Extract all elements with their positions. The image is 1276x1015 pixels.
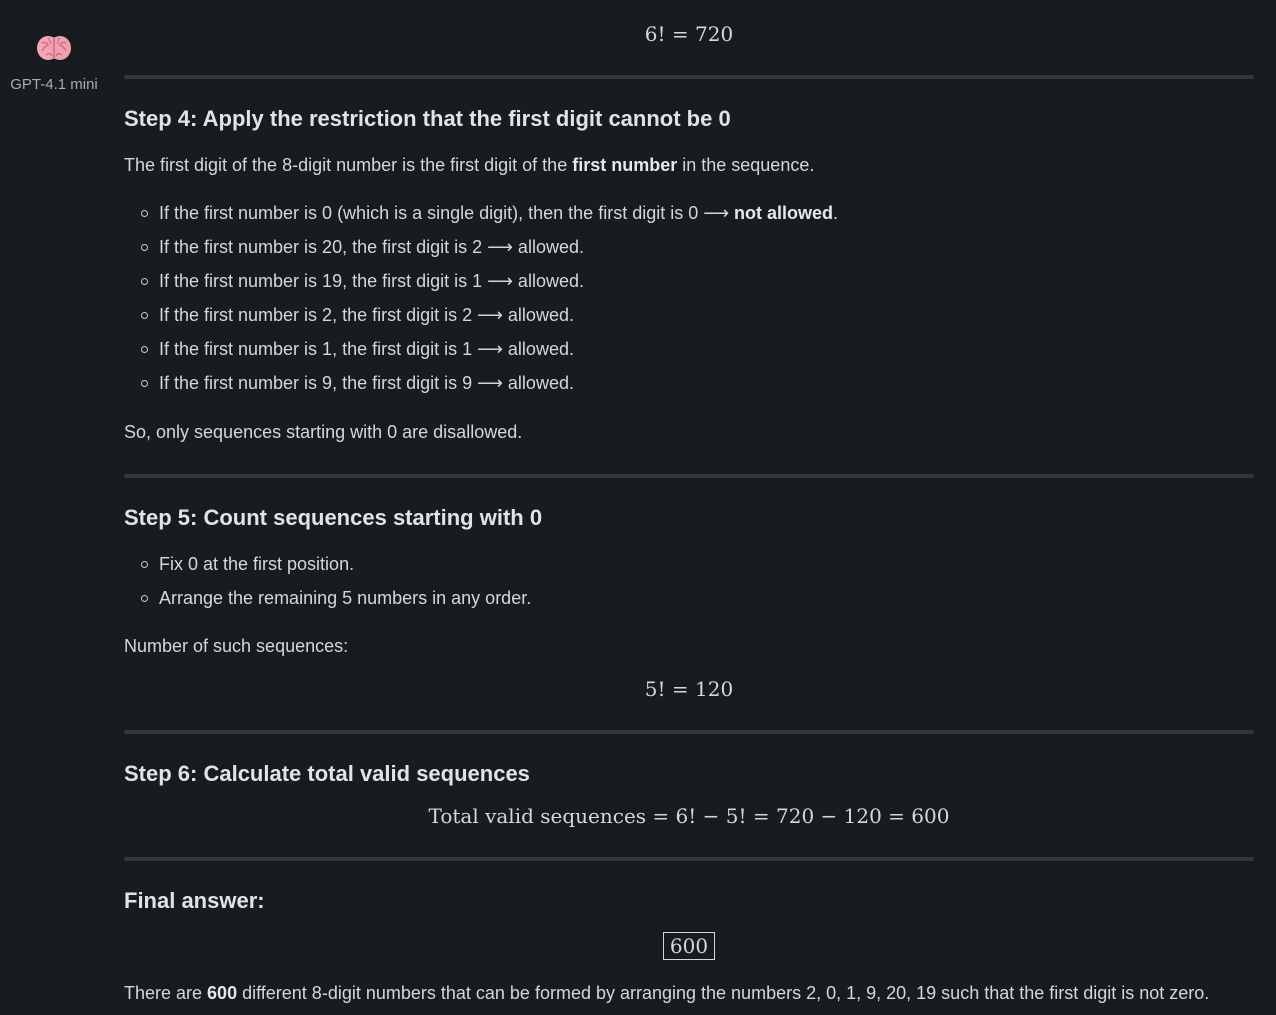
list-item-bold: not allowed bbox=[734, 203, 834, 223]
divider bbox=[124, 857, 1254, 861]
list-item bbox=[124, 200, 1254, 226]
step6-formula: Total valid sequences = 6! − 5! = 720 − 120 = 600 bbox=[428, 804, 950, 828]
final-summary-text-end: different 8-digit numbers that can be formed by arranging the numbers 2, 0, 1, 9, 20, 19 such that the first digit is not zero. bbox=[237, 983, 1210, 1003]
list-item: If the first number is 2, the first digit is 2 ⟶ allowed. bbox=[124, 302, 1254, 328]
list-item-text: If the first number is 0 (which is a single digit), then the first digit is 0 ⟶ bbox=[159, 203, 735, 223]
list-item-text-end: . bbox=[833, 203, 839, 223]
brain-icon bbox=[36, 32, 72, 64]
final-heading: Final answer: bbox=[124, 888, 265, 913]
list-item: If the first number is 9, the first digit is 9 ⟶ allowed. bbox=[124, 370, 1254, 396]
list-item: If the first number is 19, the first digit is 1 ⟶ allowed. bbox=[124, 268, 1254, 294]
divider bbox=[124, 474, 1254, 478]
step4-list bbox=[124, 200, 1254, 396]
final-summary bbox=[124, 980, 1264, 1006]
list-item: Fix 0 at the first position. bbox=[124, 551, 1254, 577]
step5-heading: Step 5: Count sequences starting with 0 bbox=[124, 505, 543, 530]
step4-intro bbox=[124, 152, 1254, 178]
divider bbox=[124, 730, 1254, 734]
final-summary-text: There are bbox=[124, 983, 208, 1003]
step4-intro-text-end: in the sequence. bbox=[677, 155, 815, 175]
list-item: If the first number is 20, the first digit is 2 ⟶ allowed. bbox=[124, 234, 1254, 260]
step4-intro-text: The first digit of the 8-digit number is the first digit of the bbox=[124, 155, 573, 175]
final-answer-box bbox=[124, 932, 1254, 960]
list-item: If the first number is 1, the first digit is 1 ⟶ allowed. bbox=[124, 336, 1254, 362]
top-formula: 6! = 720 bbox=[644, 22, 734, 46]
divider bbox=[124, 75, 1254, 79]
step4-conclusion: So, only sequences starting with 0 are disallowed. bbox=[124, 422, 523, 442]
step6-heading: Step 6: Calculate total valid sequences bbox=[124, 761, 530, 786]
step5-formula: 5! = 120 bbox=[644, 677, 734, 701]
final-summary-bold: 600 bbox=[207, 983, 238, 1003]
boxed-answer: 600 bbox=[663, 932, 715, 960]
step5-count-label: Number of such sequences: bbox=[124, 636, 349, 656]
list-item: Arrange the remaining 5 numbers in any order. bbox=[124, 585, 1254, 611]
step4-intro-bold: first number bbox=[572, 155, 678, 175]
step5-list bbox=[124, 551, 1254, 611]
model-name: GPT-4.1 mini bbox=[10, 76, 98, 93]
step4-heading: Step 4: Apply the restriction that the first digit cannot be 0 bbox=[124, 106, 731, 131]
